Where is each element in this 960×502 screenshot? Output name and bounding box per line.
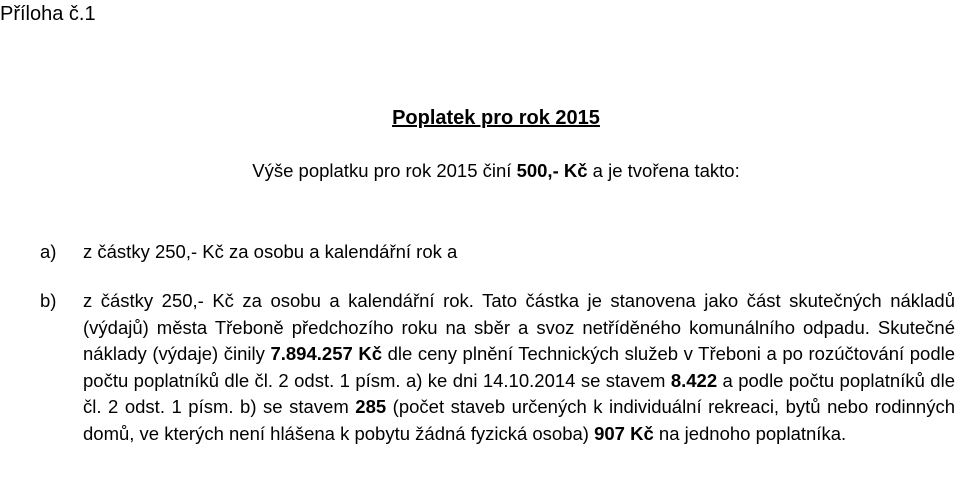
list-item-a [40, 239, 457, 265]
item-b-text-4: (počet staveb určených k individuální rekreaci, bytů nebo rodinných domů, ve kterých není hlášena k pobytu žádná fyzická osoba) [83, 396, 956, 444]
attachment-label: Příloha č.1 [0, 3, 96, 25]
list-marker-b: b) [40, 290, 57, 311]
fee-per-payer-value: 907 Kč [594, 422, 654, 444]
item-b-text-5: na jednoho poplatníka. [653, 422, 847, 444]
list-marker-a: a) [40, 241, 57, 262]
document-title: Poplatek pro rok 2015 [392, 107, 600, 129]
intro-text-end: a je tvořena takto: [587, 160, 740, 181]
list-item-b-text [83, 288, 955, 448]
item-b-text-1: z částky 250,- Kč za osobu a kalendářní rok. Tato částka je stanovena jako část skutečných nákladů (výdajů) města Třeboně předchozího roku na sběr a svoz netříděného komunálního odpadu. Skutečné náklady (výdaje) činily [83, 290, 955, 365]
item-b-text-2: dle ceny plnění Technických služeb v Třeboni a po rozúčtování podle počtu poplatníků dle čl. 2 odst. 1 písm. a) ke dni 14.10.2014 se stavem [83, 343, 956, 391]
payers-count-value: 8.422 [670, 369, 718, 391]
list-item-b [40, 288, 955, 448]
intro-amount: 500,- Kč [516, 160, 588, 181]
buildings-count-value: 285 [355, 396, 387, 418]
intro-paragraph [0, 158, 960, 184]
intro-text-start: Výše poplatku pro rok 2015 činí [252, 160, 517, 181]
total-costs-value: 7.894.257 Kč [270, 343, 383, 365]
list-item-a-text: z částky 250,- Kč za osobu a kalendářní rok a [83, 241, 458, 262]
item-b-text-3: a podle počtu poplatníků dle čl. 2 odst. 1 písm. b) se stavem [83, 369, 955, 418]
